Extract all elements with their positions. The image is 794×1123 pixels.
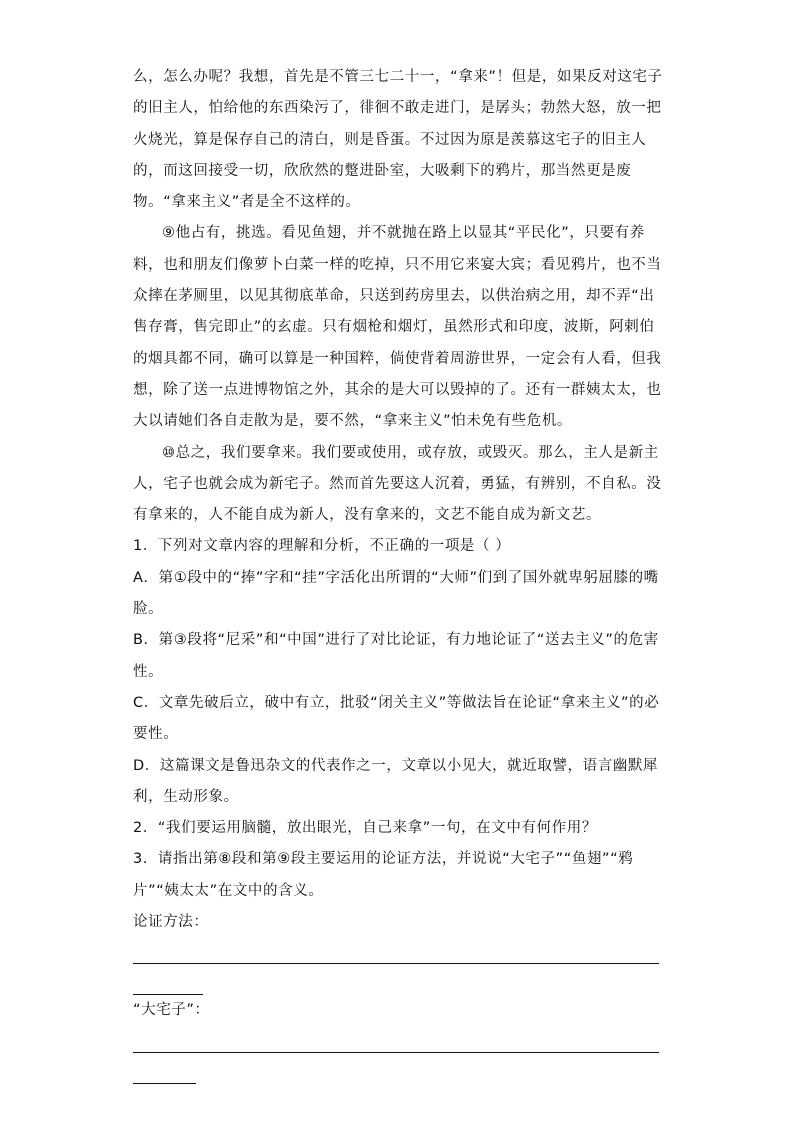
method-label: 论证方法： [133, 914, 209, 931]
paragraph-10: ⑩总之，我们要拿来。我们要或使用，或存放，或毁灭。那么，主人是新主人，宅子也就会成为新宅子。然而首先要这人沉着，勇猛，有辨别，不自私。没有拿来的，人不能自成为新人，没有拿来的，文艺不能自成为新文艺。 [133, 444, 662, 524]
paragraph-9: ⑨他占有，挑选。看见鱼翅，并不就抛在路上以显其“平民化”，只要有养料，也和朋友们像萝卜白菜一样的吃掉，只不用它来宴大宾；看见鸦片，也不当众摔在茅厕里，以见其彻底革命，只送到药房里去，以供治病之用，却不弄“出售存膏，售完即止”的玄虚。只有烟枪和烟灯，虽然形式和印度，波斯，阿剌伯的烟具都不同，确可以算是一种国粹，倘使背着周游世界，一定会有人看，但我想，除了送一点进博物馆之外，其余的是大可以毁掉的了。还有一群姨太太，也大以请她们各自走散为是，要不然，“拿来主义”怕未免有些危机。 [133, 225, 662, 430]
paragraph-8-tail: 么，怎么办呢？我想，首先是不管三七二十一，“拿来”！但是，如果反对这宅子的旧主人，怕给他的东西染污了，徘徊不敢走进门，是孱头；勃然大怒，放一把火烧光，算是保存自己的清白，则是昏蛋。不过因为原是羡慕这宅子的旧主人的，而这回接受一切，欣欣然的蹩进卧室，大吸剩下的鸦片，那当然更是废物。“拿来主义”者是全不这样的。 [133, 69, 663, 211]
document-body [133, 62, 663, 1084]
answer-line [133, 963, 659, 964]
option-b: B．第③段将“尼采”和“中国”进行了对比论证，有力地论证了“送去主义”的危害性。 [133, 632, 659, 680]
question-1: 1．下列对文章内容的理解和分析，不正确的一项是（ ） [133, 538, 511, 555]
question-2: 2．“我们要运用脑髓，放出眼光，自己来拿”一句，在文中有何作用？ [133, 820, 597, 837]
house-label: “大宅子”： [133, 1002, 210, 1019]
answer-line [133, 1052, 659, 1053]
answer-line [133, 1083, 196, 1084]
option-c: C．文章先破后立，破中有立，批驳“闭关主义”等做法旨在论证“拿来主义”的必要性。 [133, 694, 660, 743]
option-a: A．第①段中的“捧”字和“挂”字活化出所谓的“大师”们到了国外就卑躬屈膝的嘴脸。 [133, 569, 659, 618]
question-3: 3．请指出第⑧段和第⑨段主要运用的论证方法，并说说“大宅子”“鱼翅”“鸦片”“姨太太”在文中的含义。 [133, 851, 634, 899]
option-d: D．这篇课文是鲁迅杂文的代表作之一，文章以小见大，就近取譬，语言幽默犀利，生动形象。 [133, 757, 659, 805]
